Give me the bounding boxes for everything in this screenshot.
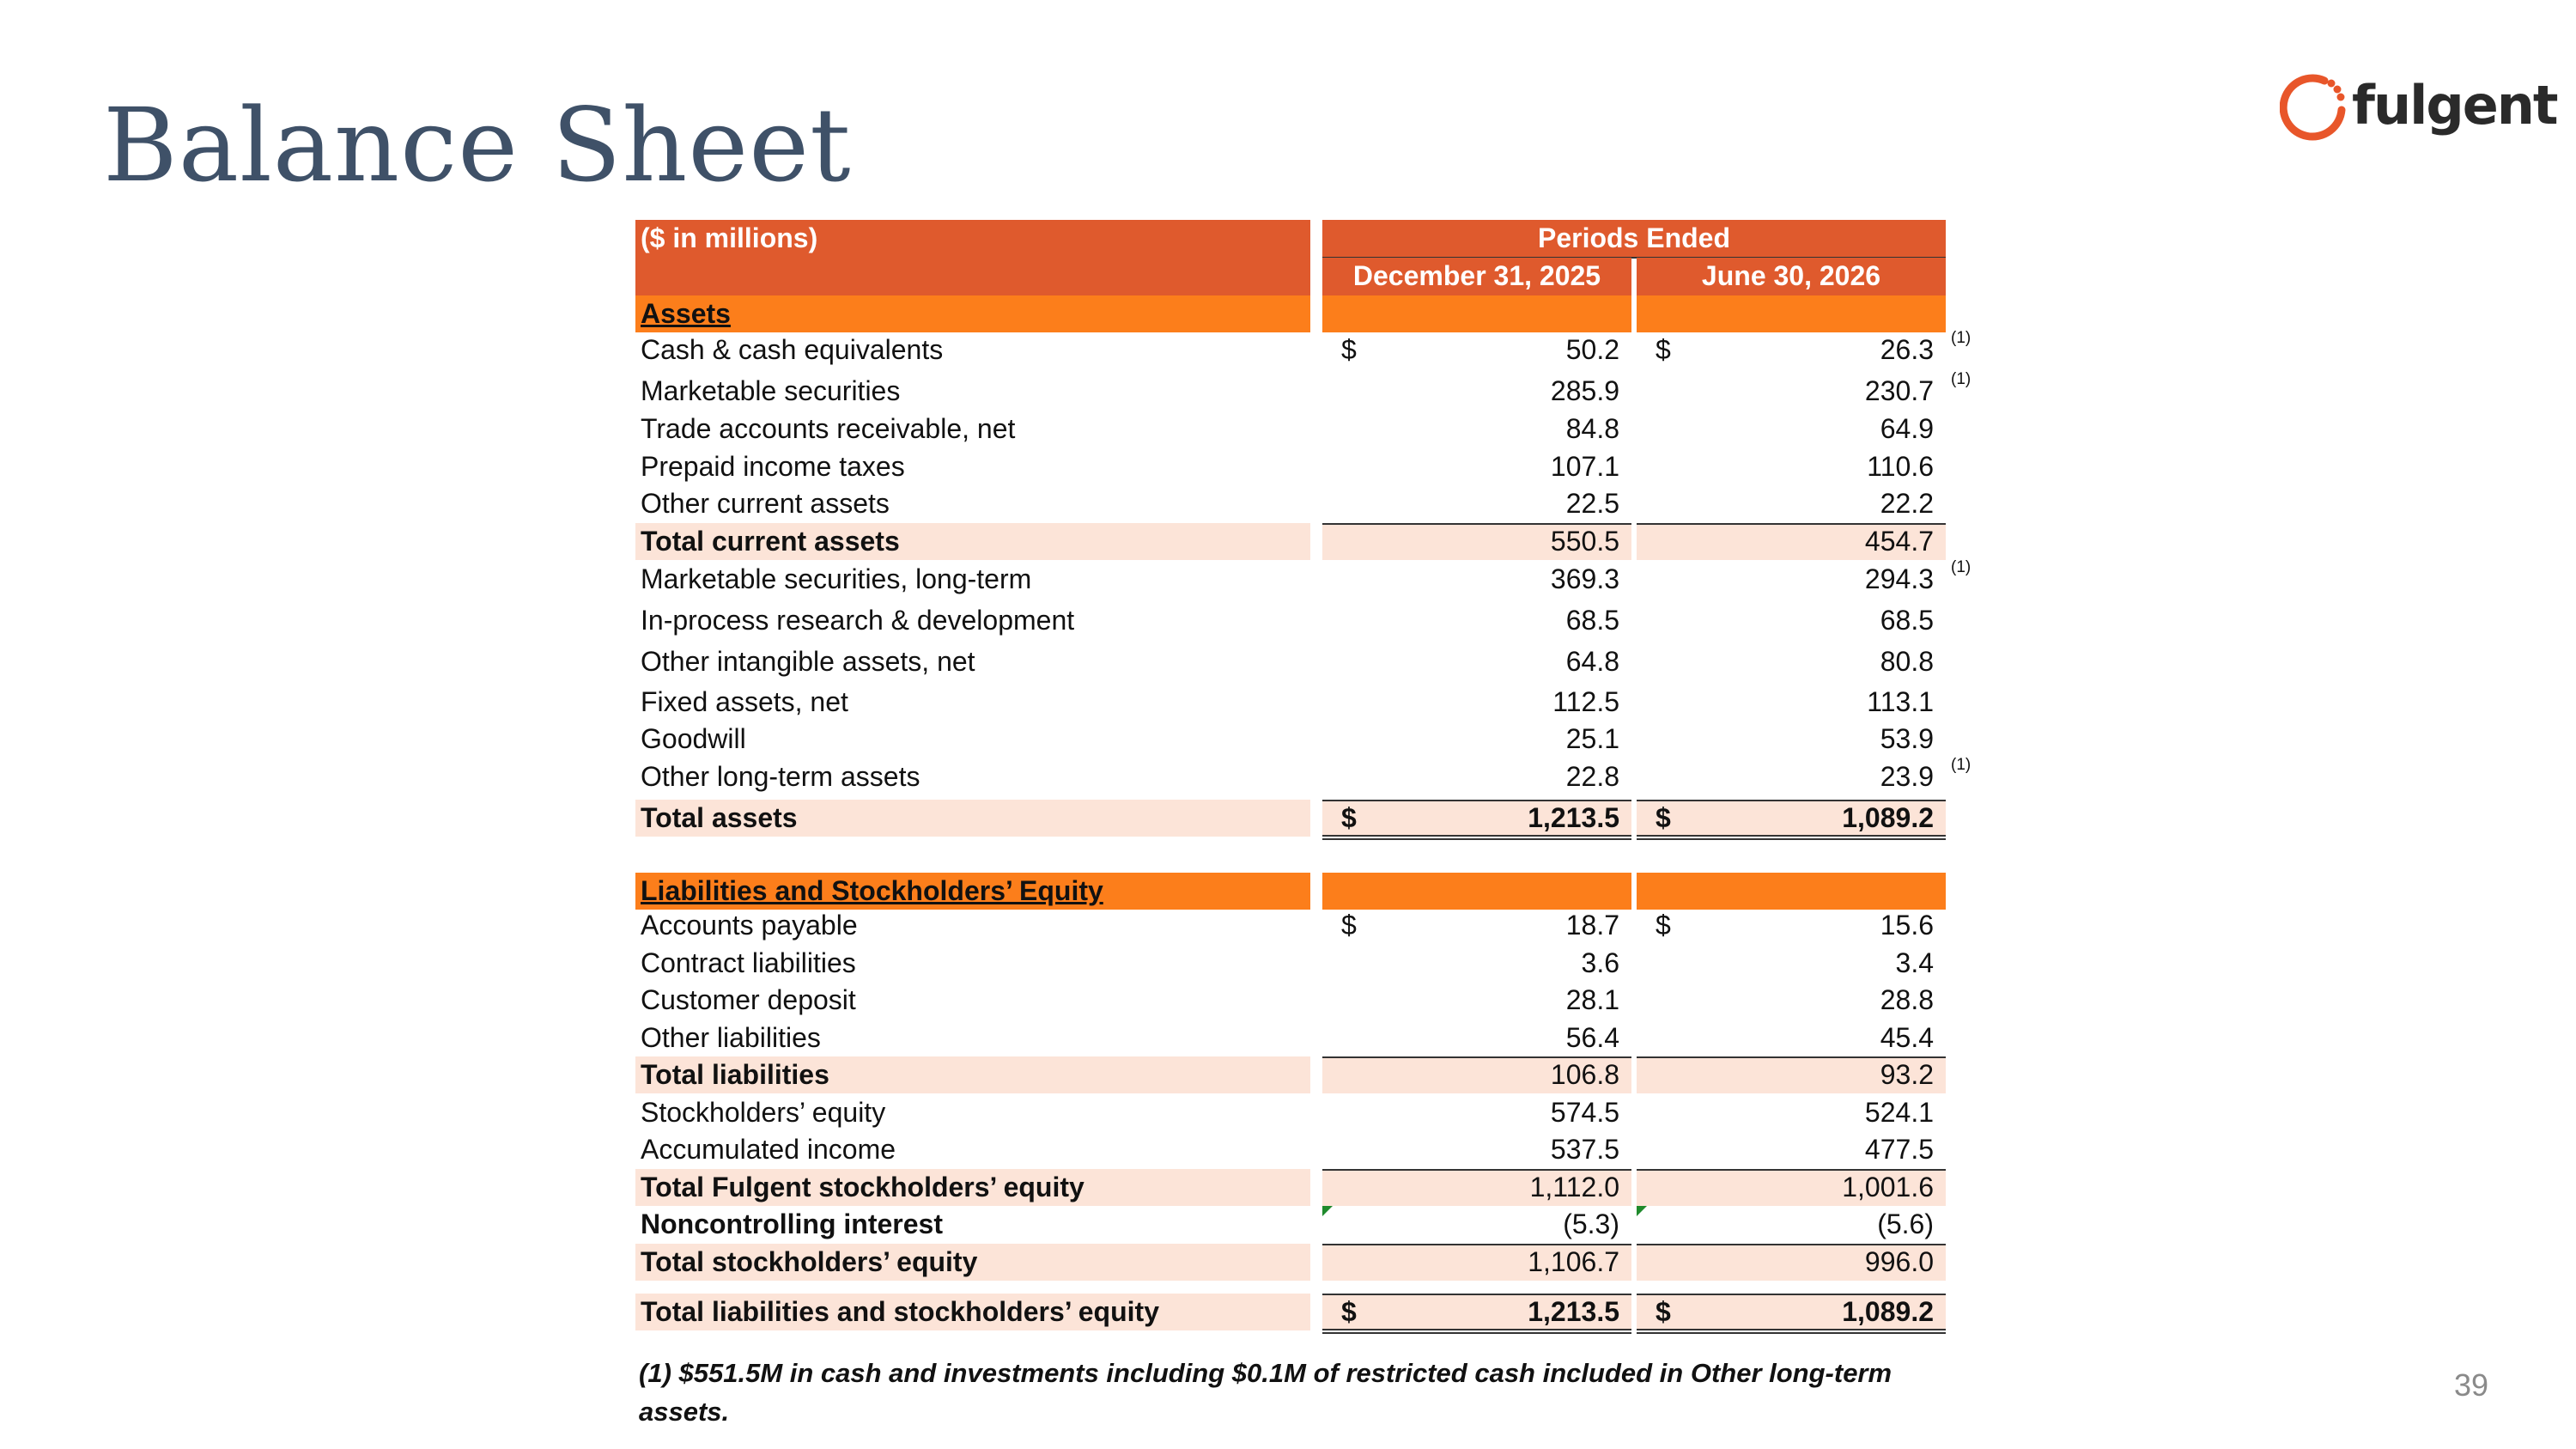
table-cell-value: 22.8 xyxy=(1565,761,1619,792)
table-cell-value: 524.1 xyxy=(1864,1097,1934,1128)
table-cell-value: 1,089.2 xyxy=(1842,802,1934,833)
table-cell-value: 477.5 xyxy=(1864,1134,1934,1165)
total-top-rule xyxy=(1637,800,1946,801)
fulgent-logo xyxy=(2280,69,2557,150)
table-cell-value: 107.1 xyxy=(1550,451,1619,482)
table-row-label: Other current assets xyxy=(641,488,890,519)
table-row-label: Marketable securities, long-term xyxy=(641,563,1032,594)
table-cell-value: 996.0 xyxy=(1864,1246,1934,1277)
table-row-label: Marketable securities xyxy=(641,375,901,406)
table-cell-value: 28.1 xyxy=(1565,984,1619,1015)
footnote-marker: (1) xyxy=(1951,558,1971,576)
section-header-liabilities: Liabilities and Stockholders’ Equity xyxy=(635,873,1310,910)
table-row-label: Stockholders’ equity xyxy=(641,1097,886,1128)
table-cell-value: 53.9 xyxy=(1880,723,1934,754)
table-row-label: Noncontrolling interest xyxy=(641,1209,943,1239)
total-top-rule xyxy=(1322,800,1631,801)
table-row-label: Contract liabilities xyxy=(641,947,856,978)
currency-symbol: $ xyxy=(1341,910,1357,941)
table-cell-value: 3.4 xyxy=(1895,947,1934,978)
table-row-label: Total Fulgent stockholders’ equity xyxy=(635,1169,1310,1206)
cell-comment-indicator xyxy=(1322,1206,1333,1216)
table-cell-value: 56.4 xyxy=(1565,1022,1619,1053)
column-header-jun-2026: June 30, 2026 xyxy=(1637,258,1946,295)
table-cell-value: 22.2 xyxy=(1880,488,1934,519)
logo-ring-icon xyxy=(2280,69,2352,150)
table-cell-value: 28.8 xyxy=(1880,984,1934,1015)
currency-symbol: $ xyxy=(1656,1296,1671,1327)
table-cell-value: 294.3 xyxy=(1864,563,1934,594)
page-title: Balance Sheet xyxy=(103,86,852,204)
table-row-label: Other long-term assets xyxy=(641,761,920,792)
table-row-label: Total liabilities and stockholders’ equity xyxy=(635,1294,1310,1330)
cell-comment-indicator xyxy=(1637,1206,1647,1216)
units-header: ($ in millions) xyxy=(635,220,1310,295)
subtotal-rule xyxy=(1322,1056,1631,1058)
table-row-label: Total liabilities xyxy=(635,1056,1310,1093)
currency-symbol: $ xyxy=(1656,334,1671,365)
table-row-label: Fixed assets, net xyxy=(641,686,848,717)
total-top-rule xyxy=(1322,1294,1631,1295)
table-cell-value: 574.5 xyxy=(1550,1097,1619,1128)
table-row-label: Total assets xyxy=(635,800,1310,837)
total-top-rule xyxy=(1637,1294,1946,1295)
currency-symbol: $ xyxy=(1341,334,1357,365)
table-row-label: Customer deposit xyxy=(641,984,856,1015)
table-cell-value: 110.6 xyxy=(1867,451,1934,482)
table-cell-value: 537.5 xyxy=(1550,1134,1619,1165)
table-cell-value: 68.5 xyxy=(1880,605,1934,636)
table-cell-value: 369.3 xyxy=(1550,563,1619,594)
subtotal-rule xyxy=(1637,1169,1946,1171)
table-cell-value: 1,001.6 xyxy=(1842,1172,1934,1202)
table-row-label: Trade accounts receivable, net xyxy=(641,413,1016,444)
table-row-label: Accumulated income xyxy=(641,1134,896,1165)
footnote-marker: (1) xyxy=(1951,756,1971,774)
table-cell-value: 1,106.7 xyxy=(1528,1246,1619,1277)
footnote-marker: (1) xyxy=(1951,329,1971,347)
currency-symbol: $ xyxy=(1656,910,1671,941)
table-cell-value: 23.9 xyxy=(1880,761,1934,792)
table-cell-value: 64.8 xyxy=(1565,646,1619,677)
currency-symbol: $ xyxy=(1656,802,1671,833)
table-row-label: Other liabilities xyxy=(641,1022,821,1053)
subtotal-rule xyxy=(1637,523,1946,525)
total-double-rule xyxy=(1637,835,1946,840)
table-row-label: In-process research & development xyxy=(641,605,1075,636)
table-cell-value: 22.5 xyxy=(1565,488,1619,519)
table-cell-value: 45.4 xyxy=(1880,1022,1934,1053)
table-row-label: Other intangible assets, net xyxy=(641,646,975,677)
table-row-label: Cash & cash equivalents xyxy=(641,334,944,365)
table-row-label: Accounts payable xyxy=(641,910,858,941)
section-header-fill xyxy=(1322,873,1631,910)
table-row-label: Prepaid income taxes xyxy=(641,451,905,482)
section-header-fill xyxy=(1637,873,1946,910)
table-cell-value: 25.1 xyxy=(1565,723,1619,754)
subtotal-rule xyxy=(1637,1056,1946,1058)
periods-ended-header: Periods Ended xyxy=(1322,220,1946,258)
table-cell-value: (5.3) xyxy=(1563,1209,1619,1239)
table-cell-value: 113.1 xyxy=(1867,686,1934,717)
table-cell-value: 93.2 xyxy=(1880,1059,1934,1090)
table-cell-value: 68.5 xyxy=(1565,605,1619,636)
table-cell-value: 1,089.2 xyxy=(1842,1296,1934,1327)
total-double-rule xyxy=(1637,1329,1946,1334)
table-row-label: Goodwill xyxy=(641,723,746,754)
table-cell-value: 1,213.5 xyxy=(1528,802,1619,833)
section-header-assets: Assets xyxy=(635,295,1310,332)
table-cell-value: 26.3 xyxy=(1880,334,1934,365)
logo-wordmark: fulgent xyxy=(2352,74,2557,137)
table-cell-value: 106.8 xyxy=(1550,1059,1619,1090)
table-cell-value: 84.8 xyxy=(1565,413,1619,444)
table-cell-value: 454.7 xyxy=(1864,526,1934,557)
subtotal-rule xyxy=(1322,1169,1631,1171)
table-cell-value: 285.9 xyxy=(1550,375,1619,406)
section-header-fill xyxy=(1322,295,1631,332)
total-double-rule xyxy=(1322,835,1631,840)
page-number: 39 xyxy=(2454,1367,2489,1403)
table-cell-value: 230.7 xyxy=(1864,375,1934,406)
table-cell-value: 112.5 xyxy=(1552,686,1619,717)
table-row-label: Total stockholders’ equity xyxy=(635,1244,1310,1281)
table-cell-value: 1,213.5 xyxy=(1528,1296,1619,1327)
section-header-fill xyxy=(1637,295,1946,332)
footnote-marker: (1) xyxy=(1951,370,1971,388)
currency-symbol: $ xyxy=(1341,802,1357,833)
currency-symbol: $ xyxy=(1341,1296,1357,1327)
total-double-rule xyxy=(1322,1329,1631,1334)
table-cell-value: 80.8 xyxy=(1880,646,1934,677)
column-header-dec-2025: December 31, 2025 xyxy=(1322,258,1631,295)
subtotal-rule xyxy=(1322,1244,1631,1245)
table-cell-value: 50.2 xyxy=(1565,334,1619,365)
balance-sheet-table xyxy=(635,220,2009,1427)
table-cell-value: 15.6 xyxy=(1880,910,1934,941)
table-cell-value: 1,112.0 xyxy=(1529,1172,1619,1202)
table-row-label: Total current assets xyxy=(635,523,1310,560)
subtotal-rule xyxy=(1637,1244,1946,1245)
subtotal-rule xyxy=(1322,523,1631,525)
footnote-text: (1) $551.5M in cash and investments including $0.1M of restricted cash included in Other long-term assets. xyxy=(639,1358,1893,1427)
table-cell-value: 550.5 xyxy=(1550,526,1619,557)
table-cell-value: 3.6 xyxy=(1581,947,1619,978)
table-cell-value: (5.6) xyxy=(1877,1209,1934,1239)
table-cell-value: 64.9 xyxy=(1880,413,1934,444)
table-cell-value: 18.7 xyxy=(1565,910,1619,941)
